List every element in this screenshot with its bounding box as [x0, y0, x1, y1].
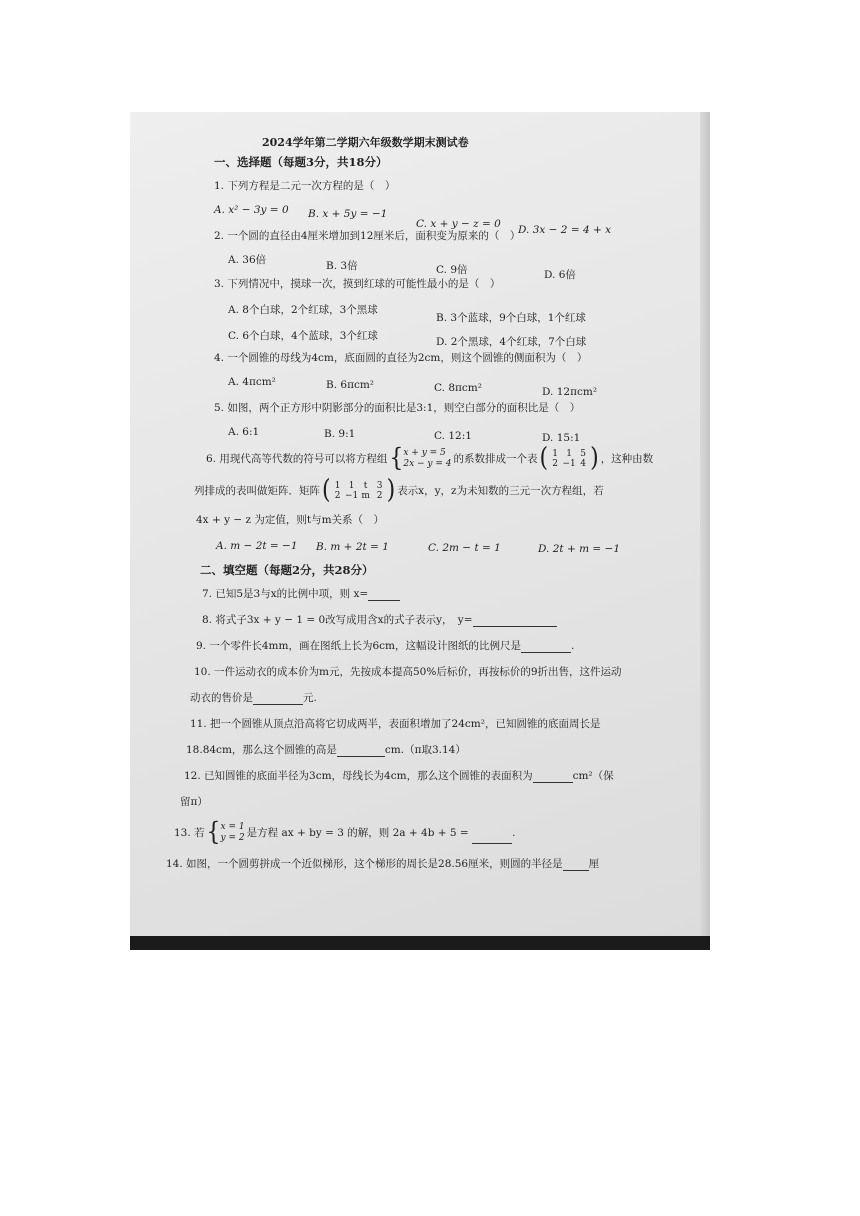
paper-fold-shadow [700, 112, 710, 936]
q14-answer-blank[interactable] [563, 870, 589, 871]
q2-option-b: B. 3倍 [326, 260, 358, 272]
q3-option-d: D. 2个黑球，4个红球，7个白球 [436, 336, 587, 348]
q4-option-a: A. 4πcm² [228, 376, 276, 388]
q2-stem: 2. 一个圆的直径由4厘米增加到12厘米后，面积变为原来的（ ） [214, 230, 521, 242]
q9-text: 9. 一个零件长4mm，画在图纸上长为6cm，这幅设计图纸的比例尺是 . [196, 640, 575, 652]
q14-text: 14. 如图，一个圆剪拼成一个近似梯形，这个梯形的周长是28.56厘米，则圆的半径是 厘 [166, 858, 600, 870]
q3-option-c: C. 6个白球，4个蓝球，3个红球 [228, 330, 378, 342]
q5-option-a: A. 6:1 [228, 426, 260, 438]
q4-option-d: D. 12πcm² [542, 386, 598, 398]
q8-answer-blank[interactable] [473, 626, 557, 627]
q1-option-a: A. x² − 3y = 0 [214, 204, 289, 216]
q6-option-b: B. m + 2t = 1 [316, 541, 389, 553]
q5-option-b: B. 9:1 [324, 428, 356, 440]
q6-line-3: 4x + y − z 为定值，则t与m关系（ ） [196, 514, 385, 526]
q11-line-1: 11. 把一个圆锥从顶点沿高将它切成两半，表面积增加了24cm²，已知圆锥的底面周长是 [190, 718, 601, 730]
q10-answer-blank[interactable] [253, 704, 303, 705]
q2-option-d: D. 6倍 [544, 269, 576, 281]
q8-text: 8. 将式子3x + y − 1 = 0改写成用含x的式子表示y， y= [202, 614, 557, 627]
q11-answer-blank[interactable] [337, 756, 385, 757]
exam-paper [130, 112, 710, 936]
q7-answer-blank[interactable] [368, 600, 400, 601]
q13-text: 13. 若 { x = 1 y = 2 是方程 ax + by = 3 的解，则 2a + 4b + 5 = . [174, 818, 516, 847]
q6-option-a: A. m − 2t = −1 [216, 540, 298, 552]
q1-option-b: B. x + 5y = −1 [308, 208, 388, 220]
q1-stem: 1. 下列方程是二元一次方程的是（ ） [214, 180, 396, 192]
q12-line-2: 留π） [180, 796, 208, 808]
q5-option-d: D. 15:1 [542, 432, 581, 444]
q13-answer-blank[interactable] [472, 843, 512, 844]
q10-line-1: 10. 一件运动衣的成本价为m元，先按成本提高50%后标价，再按标价的9折出售，这件运动 [194, 666, 622, 678]
q4-option-c: C. 8πcm² [434, 382, 482, 394]
q3-option-b: B. 3个蓝球，9个白球，1个红球 [436, 312, 586, 324]
q2-option-c: C. 9倍 [436, 264, 468, 276]
q3-stem: 3. 下列情况中，摸球一次，摸到红球的可能性最小的是（ ） [214, 278, 501, 290]
q4-option-b: B. 6πcm² [326, 379, 375, 391]
q12-line-1: 12. 已知圆锥的底面半径为3cm，母线长为4cm，那么这个圆锥的表面积为 cm²（保 [184, 770, 614, 782]
q5-option-c: C. 12:1 [434, 430, 472, 442]
q13-solution-system: { x = 1 y = 2 [206, 818, 245, 847]
q10-line-2: 动衣的售价是 元. [190, 692, 317, 704]
q5-stem: 5. 如图，两个正方形中阴影部分的面积比是3:1，则空白部分的面积比是（ ） [214, 402, 581, 414]
q6-line-1: 6. 用现代高等代数的符号可以将方程组 { x + y = 5 2x − y = 4 的系数排成一个表 ( 1 1 5 2 −1 4 ) ，这种由数 [206, 443, 654, 474]
q6-matrix-2: ( 1 1 t 3 2 −1 m 2 ) [322, 475, 396, 506]
q1-option-d: D. 3x − 2 = 4 + x [518, 224, 612, 236]
photo-bottom-edge [130, 936, 710, 950]
section-fill-heading: 二、填空题（每题2分，共28分） [200, 563, 374, 577]
q7-text: 7. 已知5是3与x的比例中项，则 x= [202, 588, 400, 601]
q11-line-2: 18.84cm，那么这个圆锥的高是 cm.（π取3.14） [186, 744, 466, 756]
q1-option-c: C. x + y − z = 0 [416, 218, 501, 230]
q2-option-a: A. 36倍 [228, 254, 267, 266]
q6-option-c: C. 2m − t = 1 [428, 542, 501, 554]
q4-stem: 4. 一个圆锥的母线为4cm，底面圆的直径为2cm，则这个圆锥的侧面积为（ ） [214, 352, 588, 364]
q6-line-2: 列排成的表叫做矩阵．矩阵 ( 1 1 t 3 2 −1 m 2 ) 表示x，y，z为未知数的三元一次方程组，若 [194, 475, 604, 506]
exam-photo [130, 112, 710, 950]
q6-matrix-1: ( 1 1 5 2 −1 4 ) [539, 443, 599, 474]
q6-option-d: D. 2t + m = −1 [538, 543, 621, 555]
q3-option-a: A. 8个白球，2个红球，3个黑球 [228, 304, 378, 316]
q12-answer-blank[interactable] [533, 782, 573, 783]
exam-title: 2024学年第二学期六年级数学期末测试卷 [262, 136, 469, 149]
q6-equation-system: { x + y = 5 2x − y = 4 [389, 444, 452, 473]
q9-answer-blank[interactable] [521, 652, 571, 653]
section-choice-heading: 一、选择题（每题3分，共18分） [214, 155, 388, 169]
